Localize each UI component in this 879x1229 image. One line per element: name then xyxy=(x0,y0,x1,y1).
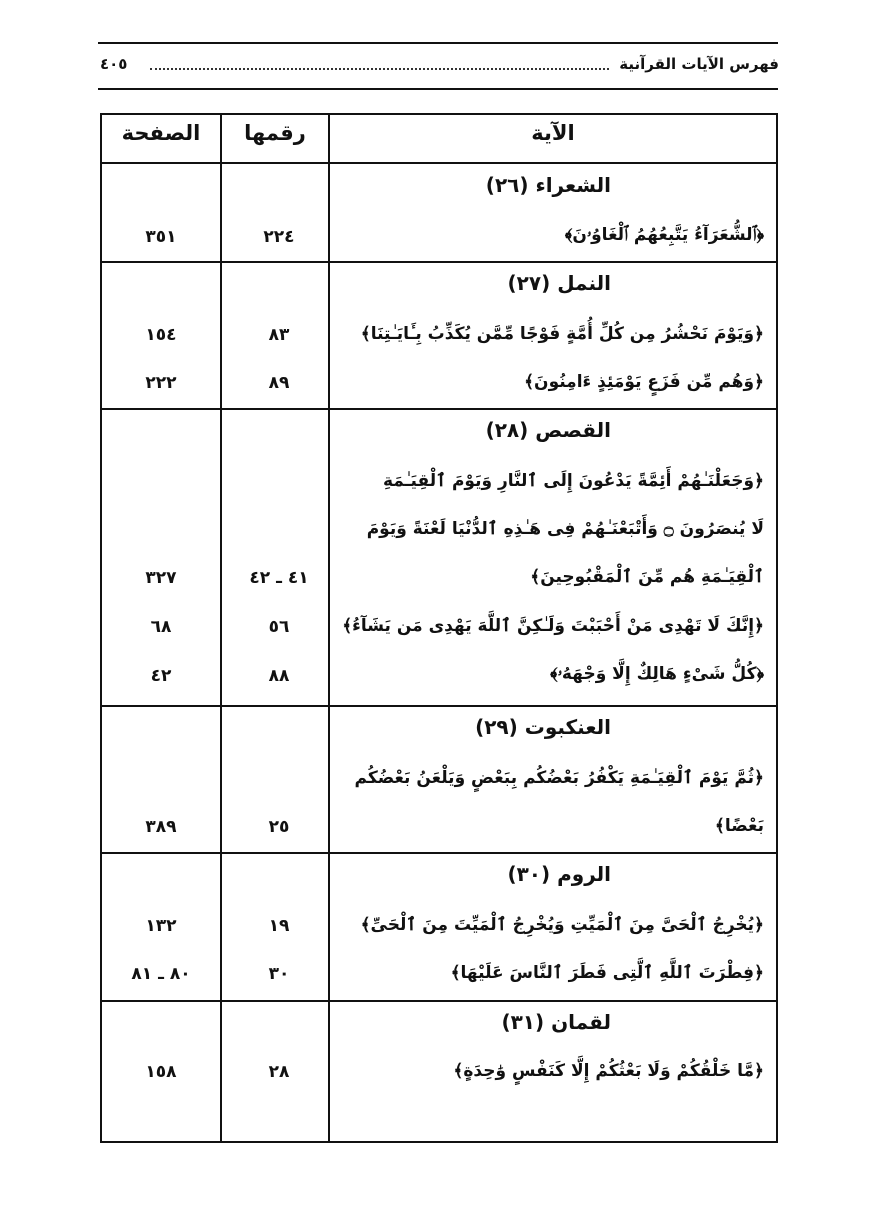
page-ref: ٤٢ xyxy=(150,666,172,686)
page-ref: ٣٥١ xyxy=(145,227,177,247)
verse-line: ﴿وَهُم مِّن فَزَعٍ يَوْمَئِذٍ ءَامِنُونَ﴾ xyxy=(524,372,764,392)
section-divider xyxy=(102,408,776,410)
page-number: ٤٠٥ xyxy=(100,55,128,73)
sura-title: الروم (٣٠) xyxy=(507,862,611,886)
verse-line: ﴿يُخْرِجُ ٱلْحَىَّ مِنَ ٱلْمَيِّتِ وَيُخْرِجُ ٱلْمَيِّتَ مِنَ ٱلْحَىِّ﴾ xyxy=(360,915,764,935)
header-rule-bottom xyxy=(98,88,778,90)
verse-line: ﴿ثُمَّ يَوْمَ ٱلْقِيَـٰمَةِ يَكْفُرُ بَعْضُكُم بِبَعْضٍ وَيَلْعَنُ بَعْضُكُم xyxy=(354,768,764,788)
page-ref: ١٥٤ xyxy=(145,325,177,345)
section-divider xyxy=(102,261,776,263)
verse-number: ٣٠ xyxy=(268,964,290,984)
page-ref: ٨٠ ـ ٨١ xyxy=(131,964,191,984)
verse-line: لَا يُنصَرُونَ ۝ وَأَتْبَعْنَـٰهُمْ فِى هَـٰذِهِ ٱلدُّنْيَا لَعْنَةً وَيَوْمَ xyxy=(366,519,764,539)
sura-title: النمل (٢٧) xyxy=(507,271,611,295)
verse-index-table xyxy=(100,113,778,1143)
verse-line: ﴿مَّا خَلْقُكُمْ وَلَا بَعْثُكُمْ إِلَّا كَنَفْسٍ وَٰحِدَةٍ﴾ xyxy=(453,1061,764,1081)
page-ref: ١٣٢ xyxy=(145,916,177,936)
verse-number: ٨٩ xyxy=(268,373,290,393)
header-divider xyxy=(102,162,776,164)
header-number: رقمها xyxy=(244,121,306,145)
verse-number: ٨٣ xyxy=(268,325,290,345)
page-ref: ١٥٨ xyxy=(145,1062,177,1082)
header-page: الصفحة xyxy=(121,121,201,145)
verse-number: ١٩ xyxy=(268,916,290,936)
section-divider xyxy=(102,705,776,707)
verse-number: ٤١ ـ ٤٢ xyxy=(249,568,309,588)
verse-number: ٢٢٤ xyxy=(263,227,295,247)
verse-line: ﴿إِنَّكَ لَا تَهْدِى مَنْ أَحْبَبْتَ وَلَـٰكِنَّ ٱللَّهَ يَهْدِى مَن يَشَآءُ﴾ xyxy=(342,616,764,636)
column-divider-page xyxy=(220,115,222,1141)
header-verse: الآية xyxy=(531,121,575,145)
verse-number: ٨٨ xyxy=(268,666,290,686)
verse-line: ٱلْقِيَـٰمَةِ هُم مِّنَ ٱلْمَقْبُوحِينَ﴾ xyxy=(530,567,764,587)
section-divider xyxy=(102,852,776,854)
page-ref: ٦٨ xyxy=(150,617,172,637)
page-ref: ٣٢٧ xyxy=(145,568,177,588)
verse-line: بَعْضًا﴾ xyxy=(714,816,764,836)
dotted-leader xyxy=(150,68,609,70)
verse-number: ٥٦ xyxy=(268,617,290,637)
running-title: فهرس الآيات القرآنية xyxy=(619,55,779,73)
verse-line: ﴿فِطْرَتَ ٱللَّهِ ٱلَّتِى فَطَرَ ٱلنَّاسَ عَلَيْهَا﴾ xyxy=(450,963,764,983)
section-divider xyxy=(102,1000,776,1002)
page-ref: ٣٨٩ xyxy=(145,817,177,837)
header-rule-top xyxy=(98,42,778,44)
sura-title: العنكبوت (٢٩) xyxy=(475,715,611,739)
sura-title: لقمان (٣١) xyxy=(501,1010,611,1034)
page-ref: ٢٢٢ xyxy=(145,373,177,393)
verse-number: ٢٨ xyxy=(268,1062,290,1082)
verse-line: ﴿وَجَعَلْنَـٰهُمْ أَئِمَّةً يَدْعُونَ إِلَى ٱلنَّارِ وَيَوْمَ ٱلْقِيَـٰمَةِ xyxy=(383,471,764,491)
verse-line: ﴿ٱلشُّعَرَآءُ يَتَّبِعُهُمُ ٱلْغَاوُۥنَ﴾ xyxy=(564,225,764,245)
verse-number: ٢٥ xyxy=(268,817,290,837)
sura-title: الشعراء (٢٦) xyxy=(485,173,611,197)
sura-title: القصص (٢٨) xyxy=(485,418,611,442)
verse-line: ﴿وَيَوْمَ نَحْشُرُ مِن كُلِّ أُمَّةٍ فَوْجًا مِّمَّن يُكَذِّبُ بِـَٔايَـٰتِنَا﴾ xyxy=(360,324,764,344)
verse-line: ﴿كُلُّ شَىْءٍ هَالِكٌ إِلَّا وَجْهَهُۥ﴾ xyxy=(550,664,764,684)
